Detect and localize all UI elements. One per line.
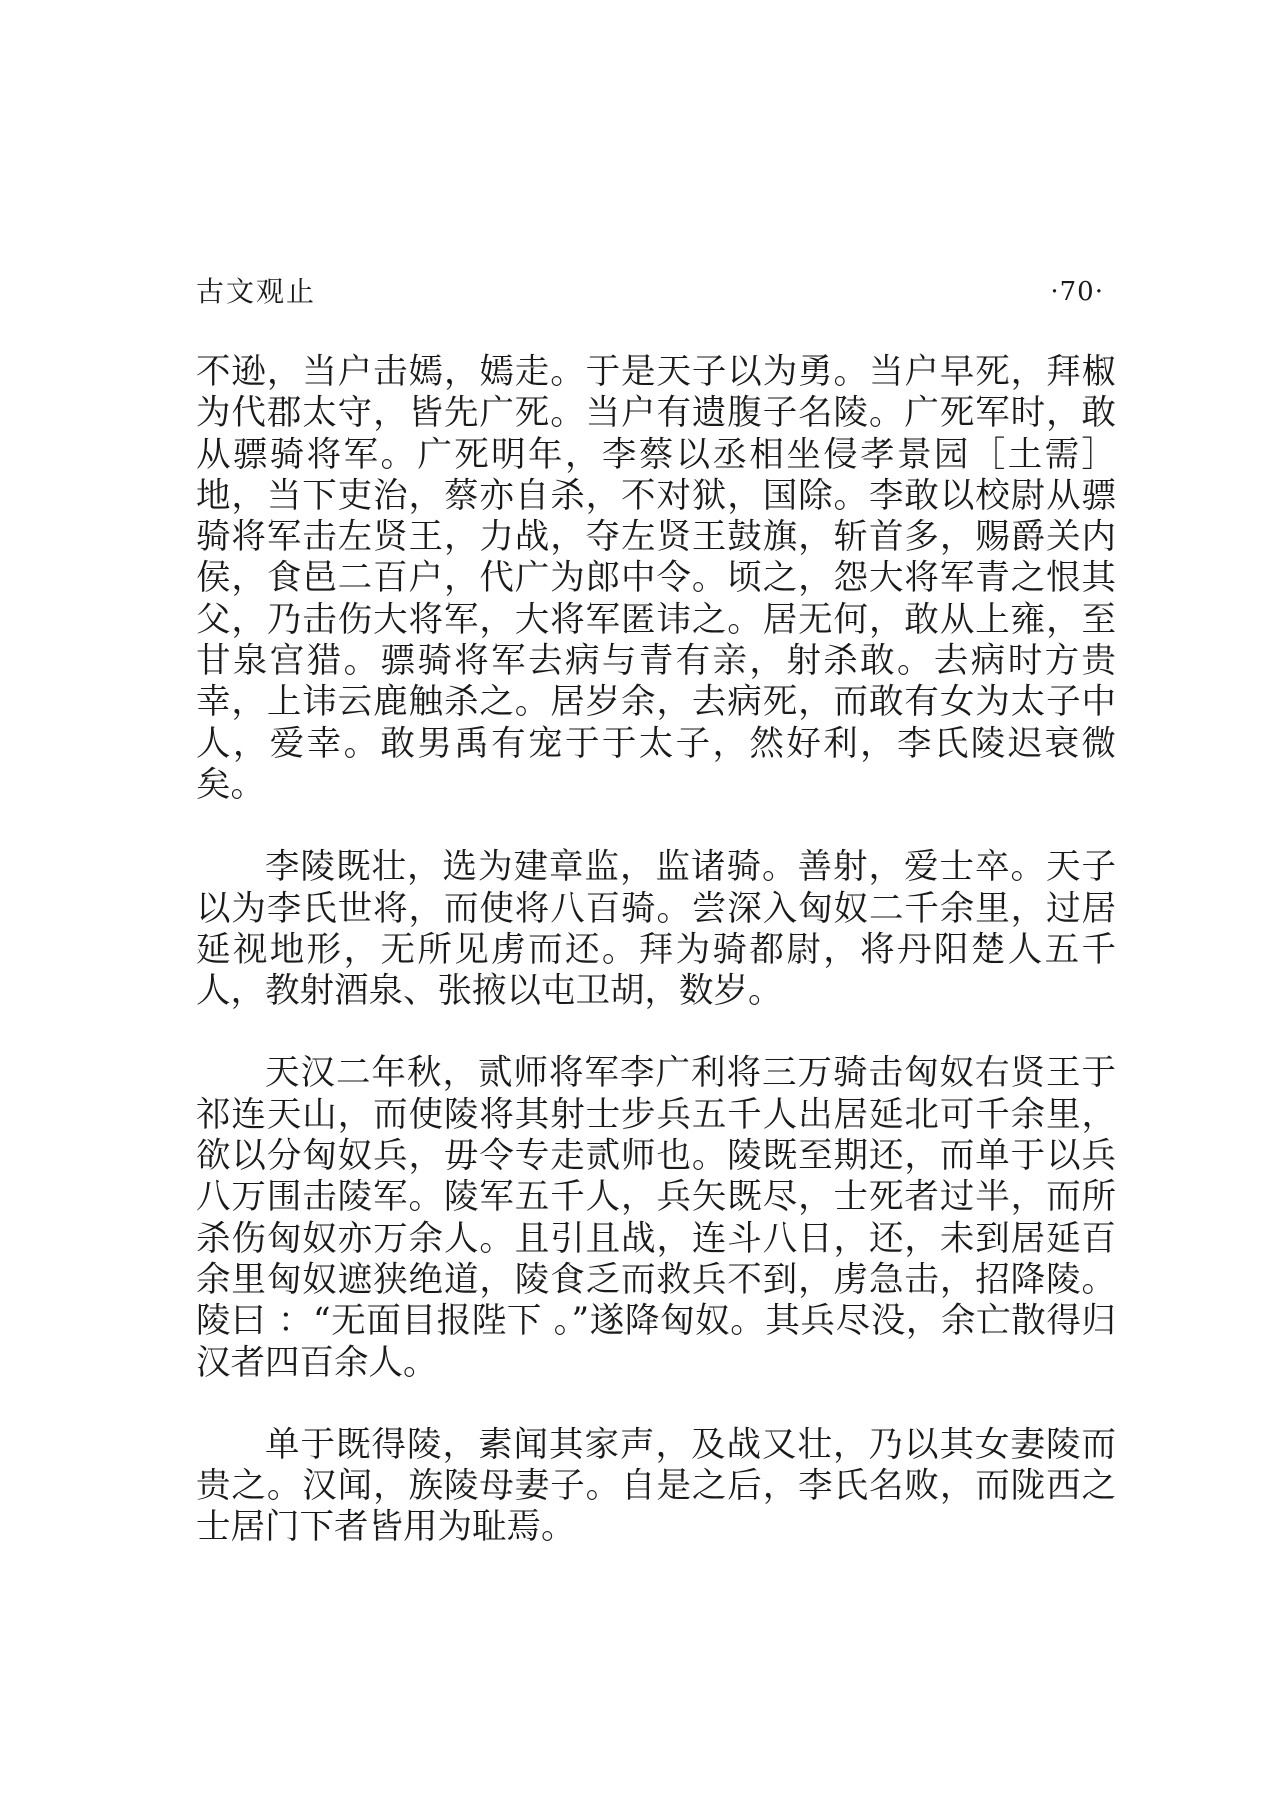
paragraph-2: 李陵既壮，选为建章监，监诸骑。善射，爱士卒。天子以为李氏世将，而使将八百骑。尝深入匈奴二千余里，过居延视地形，无所见虏而还。拜为骑都尉，将丹阳楚人五千人，教射酒泉、张掖以屯卫胡，数岁。 (196, 847, 1116, 1012)
body-text (196, 352, 1116, 1549)
paragraph-3: 天汉二年秋，贰师将军李广利将三万骑击匈奴右贤王于祁连天山，而使陵将其射士步兵五千人出居延北可千余里，欲以分匈奴兵，毋令专走贰师也。陵既至期还，而单于以兵八万围击陵军。陵军五千人，兵矢既尽，士死者过半，而所杀伤匈奴亦万余人。且引且战，连斗八日，还，未到居延百余里匈奴遮狭绝道，陵食乏而救兵不到，虏急击，招降陵。陵曰 ：“无面目报陛下 。”遂降匈奴。其兵尽没，余亡散得归汉者四百余人。 (196, 1053, 1116, 1383)
page-header (196, 272, 1104, 312)
page-number: ·70· (1050, 277, 1104, 307)
paragraph-1: 不逊，当户击嫣，嫣走。于是天子以为勇。当户早死，拜椒为代郡太守，皆先广死。当户有遗腹子名陵。广死军时，敢从骠骑将军。广死明年，李蔡以丞相坐侵孝景园［土需］地，当下吏治，蔡亦自杀，不对狱，国除。李敢以校尉从骠骑将军击左贤王，力战，夺左贤王鼓旗，斩首多，赐爵关内侯，食邑二百户，代广为郎中令。顷之，怨大将军青之恨其父，乃击伤大将军，大将军匿讳之。居无何，敢从上雍，至甘泉宫猎。骠骑将军去病与青有亲，射杀敢。去病时方贵幸，上讳云鹿触杀之。居岁余，去病死，而敢有女为太子中人，爱幸。敢男禹有宠于于太子，然好利，李氏陵迟衰微矣。 (196, 352, 1116, 805)
paragraph-4: 单于既得陵，素闻其家声，及战又壮，乃以其女妻陵而贵之。汉闻，族陵母妻子。自是之后，李氏名败，而陇西之士居门下者皆用为耻焉。 (196, 1424, 1116, 1548)
book-title: 古文观止 (196, 275, 317, 308)
